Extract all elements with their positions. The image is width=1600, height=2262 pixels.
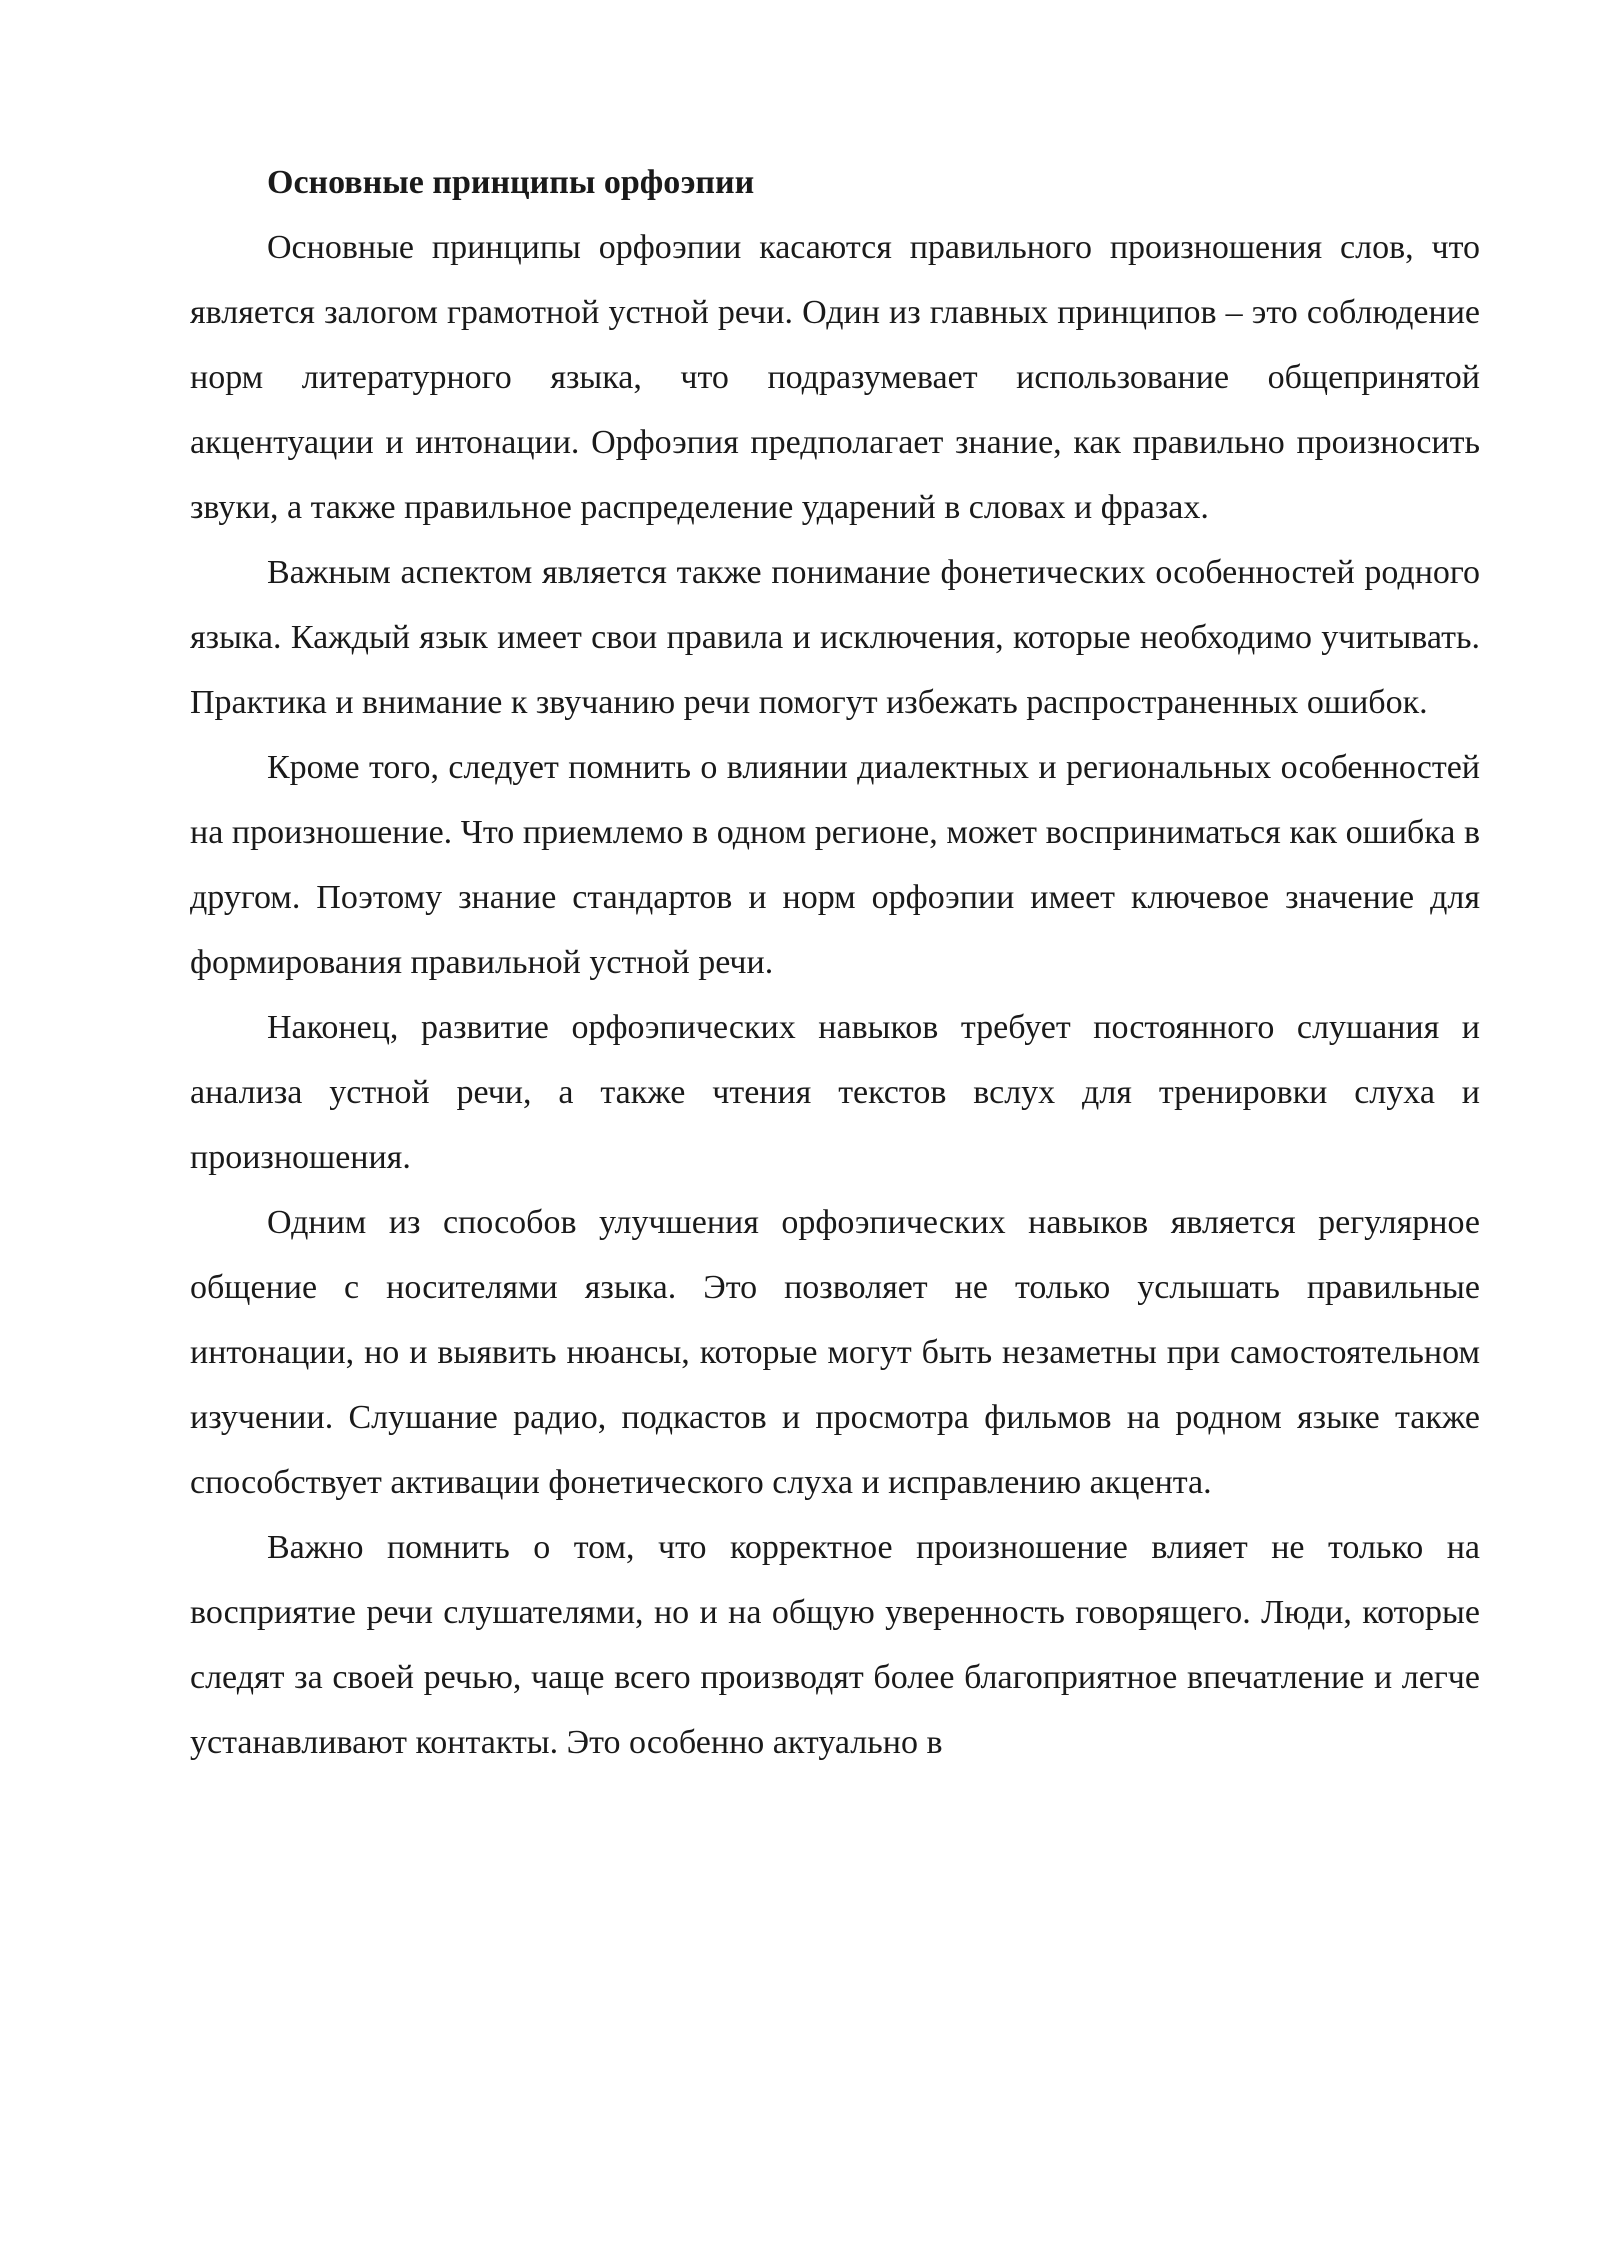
paragraph-4: Наконец, развитие орфоэпических навыков требует постоянного слушания и анализа устной речи, а также чтения текстов вслух для тренировки слуха и произношения. <box>190 1009 1480 1176</box>
document-body <box>190 150 1480 1775</box>
paragraph-6: Важно помнить о том, что корректное произношение влияет не только на восприятие речи слушателями, но и на общую уверенность говорящего. Люди, которые следят за своей речью, чаще всего производят более благоприятное впечатление и легче устанавливают контакты. Это особенно актуально в <box>190 1529 1480 1761</box>
document-title: Основные принципы орфоэпии <box>267 164 755 201</box>
paragraph-3: Кроме того, следует помнить о влиянии диалектных и региональных особенностей на произношение. Что приемлемо в одном регионе, может восприниматься как ошибка в другом. Поэтому знание стандартов и норм орфоэпии имеет ключевое значение для формирования правильной устной речи. <box>190 749 1480 981</box>
paragraph-1: Основные принципы орфоэпии касаются правильного произношения слов, что является залогом грамотной устной речи. Один из главных принципов – это соблюдение норм литературного языка, что подразумевает использование общепринятой акцентуации и интонации. Орфоэпия предполагает знание, как правильно произносить звуки, а также правильное распределение ударений в словах и фразах. <box>190 229 1480 526</box>
paragraph-2: Важным аспектом является также понимание фонетических особенностей родного языка. Каждый язык имеет свои правила и исключения, которые необходимо учитывать. Практика и внимание к звучанию речи помогут избежать распространенных ошибок. <box>190 554 1480 721</box>
paragraph-5: Одним из способов улучшения орфоэпических навыков является регулярное общение с носителями языка. Это позволяет не только услышать правильные интонации, но и выявить нюансы, которые могут быть незаметны при самостоятельном изучении. Слушание радио, подкастов и просмотра фильмов на родном языке также способствует активации фонетического слуха и исправлению акцента. <box>190 1204 1480 1501</box>
